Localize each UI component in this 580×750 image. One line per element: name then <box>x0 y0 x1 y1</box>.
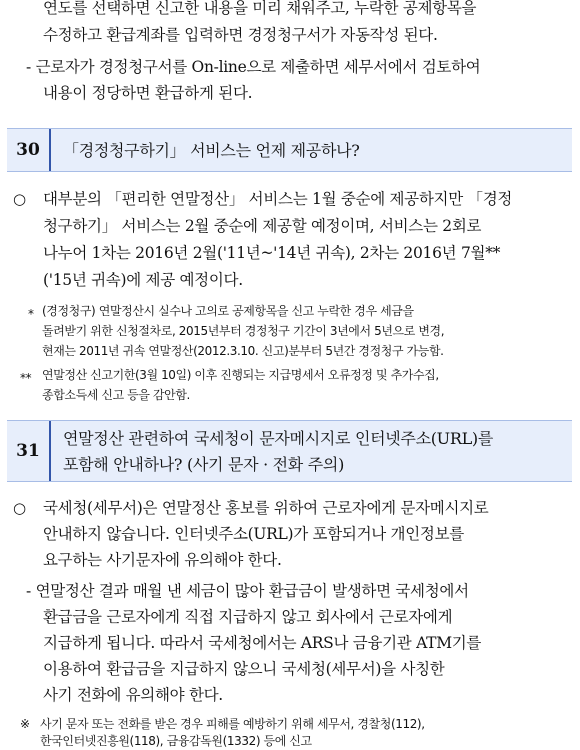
question-30-header <box>7 128 572 172</box>
answer-30-bullet: ○ <box>13 190 27 208</box>
question-30-title: 「경정청구하기」 서비스는 언제 제공하나? <box>63 141 360 160</box>
answer-30-line-2: 청구하기」 서비스는 2월 중순에 제공할 예정이며, 서비스는 2회로 <box>43 217 482 235</box>
note-2-line-2: 종합소득세 신고 등을 감안함. <box>42 388 190 402</box>
question-31-header <box>7 420 572 482</box>
question-30-number-box <box>7 129 51 171</box>
answer-31-bullet: ○ <box>13 499 27 517</box>
answer-30-line-1: 대부분의 「편리한 연말정산」 서비스는 1월 중순에 제공하지만 「경정 <box>43 190 513 208</box>
question-31-number: 31 <box>16 441 40 461</box>
answer-31-dash-line-5: 사기 전화에 유의해야 한다. <box>43 686 223 704</box>
intro-dash-line-1: - 근로자가 경정청구서를 On-line으로 제출하면 세무서에서 검토하여 <box>26 58 481 76</box>
note-1-mark: * <box>28 307 34 321</box>
intro-line-1: 연도를 선택하면 신고한 내용을 미리 채워주고, 누락한 공제항목을 <box>43 0 477 17</box>
intro-dash-line-2: 내용이 정당하면 환급하게 된다. <box>43 84 253 102</box>
answer-31-line-3: 요구하는 사기문자에 유의해야 한다. <box>43 551 282 569</box>
note-1-line-2: 돌려받기 위한 신청절차로, 2015년부터 경정청구 기간이 3년에서 5년으로 변경, <box>42 324 445 338</box>
note-2-line-1: 연말정산 신고기한(3월 10일) 이후 진행되는 지급명세서 오류정정 및 추가수집, <box>42 368 439 382</box>
answer-31-dash-line-1: - 연말정산 결과 매월 낸 세금이 많아 환급금이 발생하면 국세청에서 <box>26 582 469 600</box>
answer-31-dash-line-2: 환급금을 근로자에게 직접 지급하지 않고 회사에서 근로자에게 <box>43 608 453 626</box>
warning-line-1: 사기 문자 또는 전화를 받은 경우 피해를 예방하기 위해 세무서, 경찰청(112), <box>40 717 425 731</box>
answer-31-line-1: 국세청(세무서)은 연말정산 홍보를 위하여 근로자에게 문자메시지로 <box>43 499 489 517</box>
question-31-number-box <box>7 421 51 481</box>
answer-30-line-4: ('15년 귀속)에 제공 예정이다. <box>43 271 243 289</box>
question-31-title-line-2: 포함해 안내하나? (사기 문자 · 전화 주의) <box>63 455 345 474</box>
answer-31-dash-line-3: 지급하게 됩니다. 따라서 국세청에서는 ARS나 금융기관 ATM기를 <box>43 634 482 652</box>
note-1-line-3: 현재는 2011년 귀속 연말정산(2012.3.10. 신고)분부터 5년간 경정청구 가능함. <box>42 344 444 358</box>
warning-mark: ※ <box>20 717 30 731</box>
answer-31-line-2: 안내하지 않습니다. 인터넷주소(URL)가 포함되거나 개인정보를 <box>43 525 464 543</box>
question-30-number: 30 <box>16 140 40 160</box>
answer-31-dash-line-4: 이용하여 환급금을 지급하지 않으니 국세청(세무서)을 사칭한 <box>43 660 445 678</box>
note-1-line-1: (경정청구) 연말정산시 실수나 고의로 공제항목을 신고 누락한 경우 세금을 <box>42 304 414 318</box>
intro-line-2: 수정하고 환급계좌를 입력하면 경정청구서가 자동작성 된다. <box>43 26 438 44</box>
question-31-title-line-1: 연말정산 관련하여 국세청이 문자메시지로 인터넷주소(URL)를 <box>63 429 494 448</box>
note-2-mark: ** <box>20 371 32 385</box>
warning-line-2: 한국인터넷진흥원(118), 금융감독원(1332) 등에 신고 <box>40 734 312 748</box>
answer-30-line-3: 나누어 1차는 2016년 2월('11년~'14년 귀속), 2차는 2016년 7월** <box>43 244 501 262</box>
